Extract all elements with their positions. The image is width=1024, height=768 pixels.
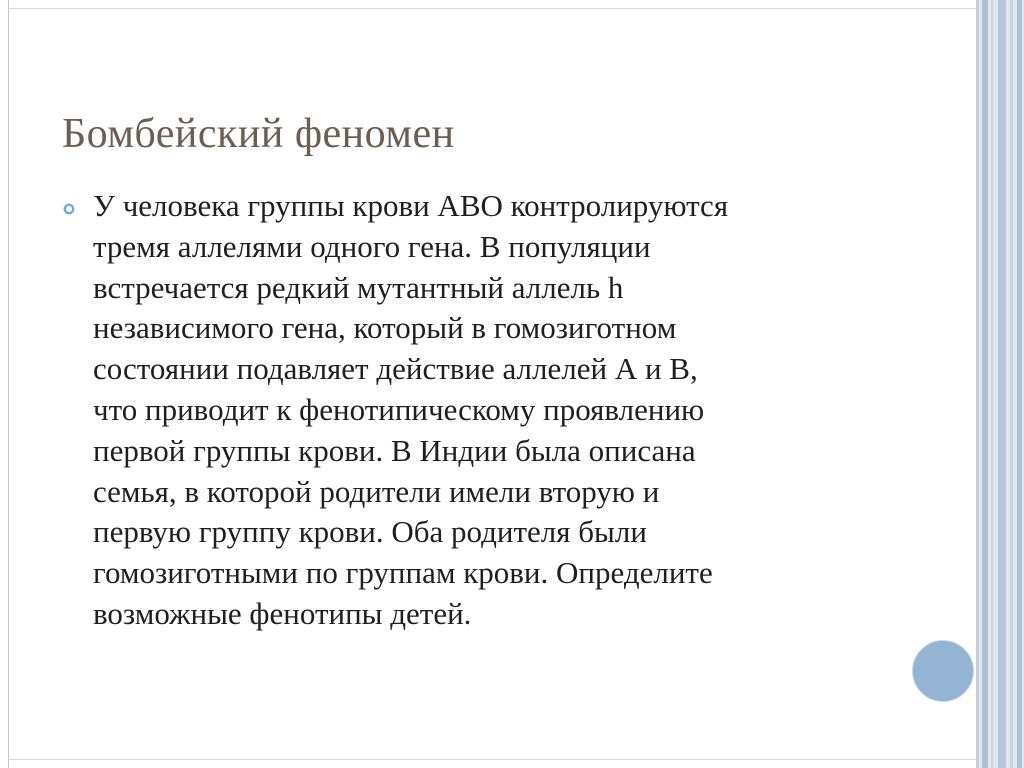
decorative-right-stripes — [976, 0, 1024, 768]
frame-left-border — [8, 0, 9, 768]
stripe — [998, 0, 1006, 768]
paragraph-line: первую группу крови. Оба родителя были — [93, 514, 647, 550]
paragraph-line: гомозиготными по группам крови. Определите — [93, 555, 713, 591]
paragraph-line: первой группы крови. В Индии была описана — [93, 432, 696, 468]
paragraph-line: У человека группы крови АВО контролируются — [93, 188, 729, 223]
paragraph-line: тремя аллелями одного гена. В популяции — [93, 228, 651, 264]
decorative-circle — [912, 640, 974, 702]
paragraph-line: семья, в которой родители имели вторую и — [93, 473, 660, 509]
paragraph-line: встречается редкий мутантный аллель h — [93, 269, 624, 305]
stripe — [1010, 0, 1013, 768]
paragraph-line: возможные фенотипы детей. — [93, 595, 472, 631]
stripe — [991, 0, 993, 768]
paragraph-line: состоянии подавляет действие аллелей А и В, — [93, 351, 698, 387]
frame-top-border — [8, 8, 978, 9]
frame-bottom-border — [8, 759, 978, 760]
slide-title: Бомбейский феномен — [62, 111, 455, 157]
hollow-circle-bullet-icon — [63, 203, 75, 215]
paragraph-line: независимого гена, который в гомозиготном — [93, 310, 677, 346]
bullet-paragraph — [93, 186, 913, 635]
paragraph-line: что приводит к фенотипическому проявлению — [93, 391, 705, 427]
stripe — [982, 0, 988, 768]
stripe — [1017, 0, 1022, 768]
stripe — [976, 0, 979, 768]
